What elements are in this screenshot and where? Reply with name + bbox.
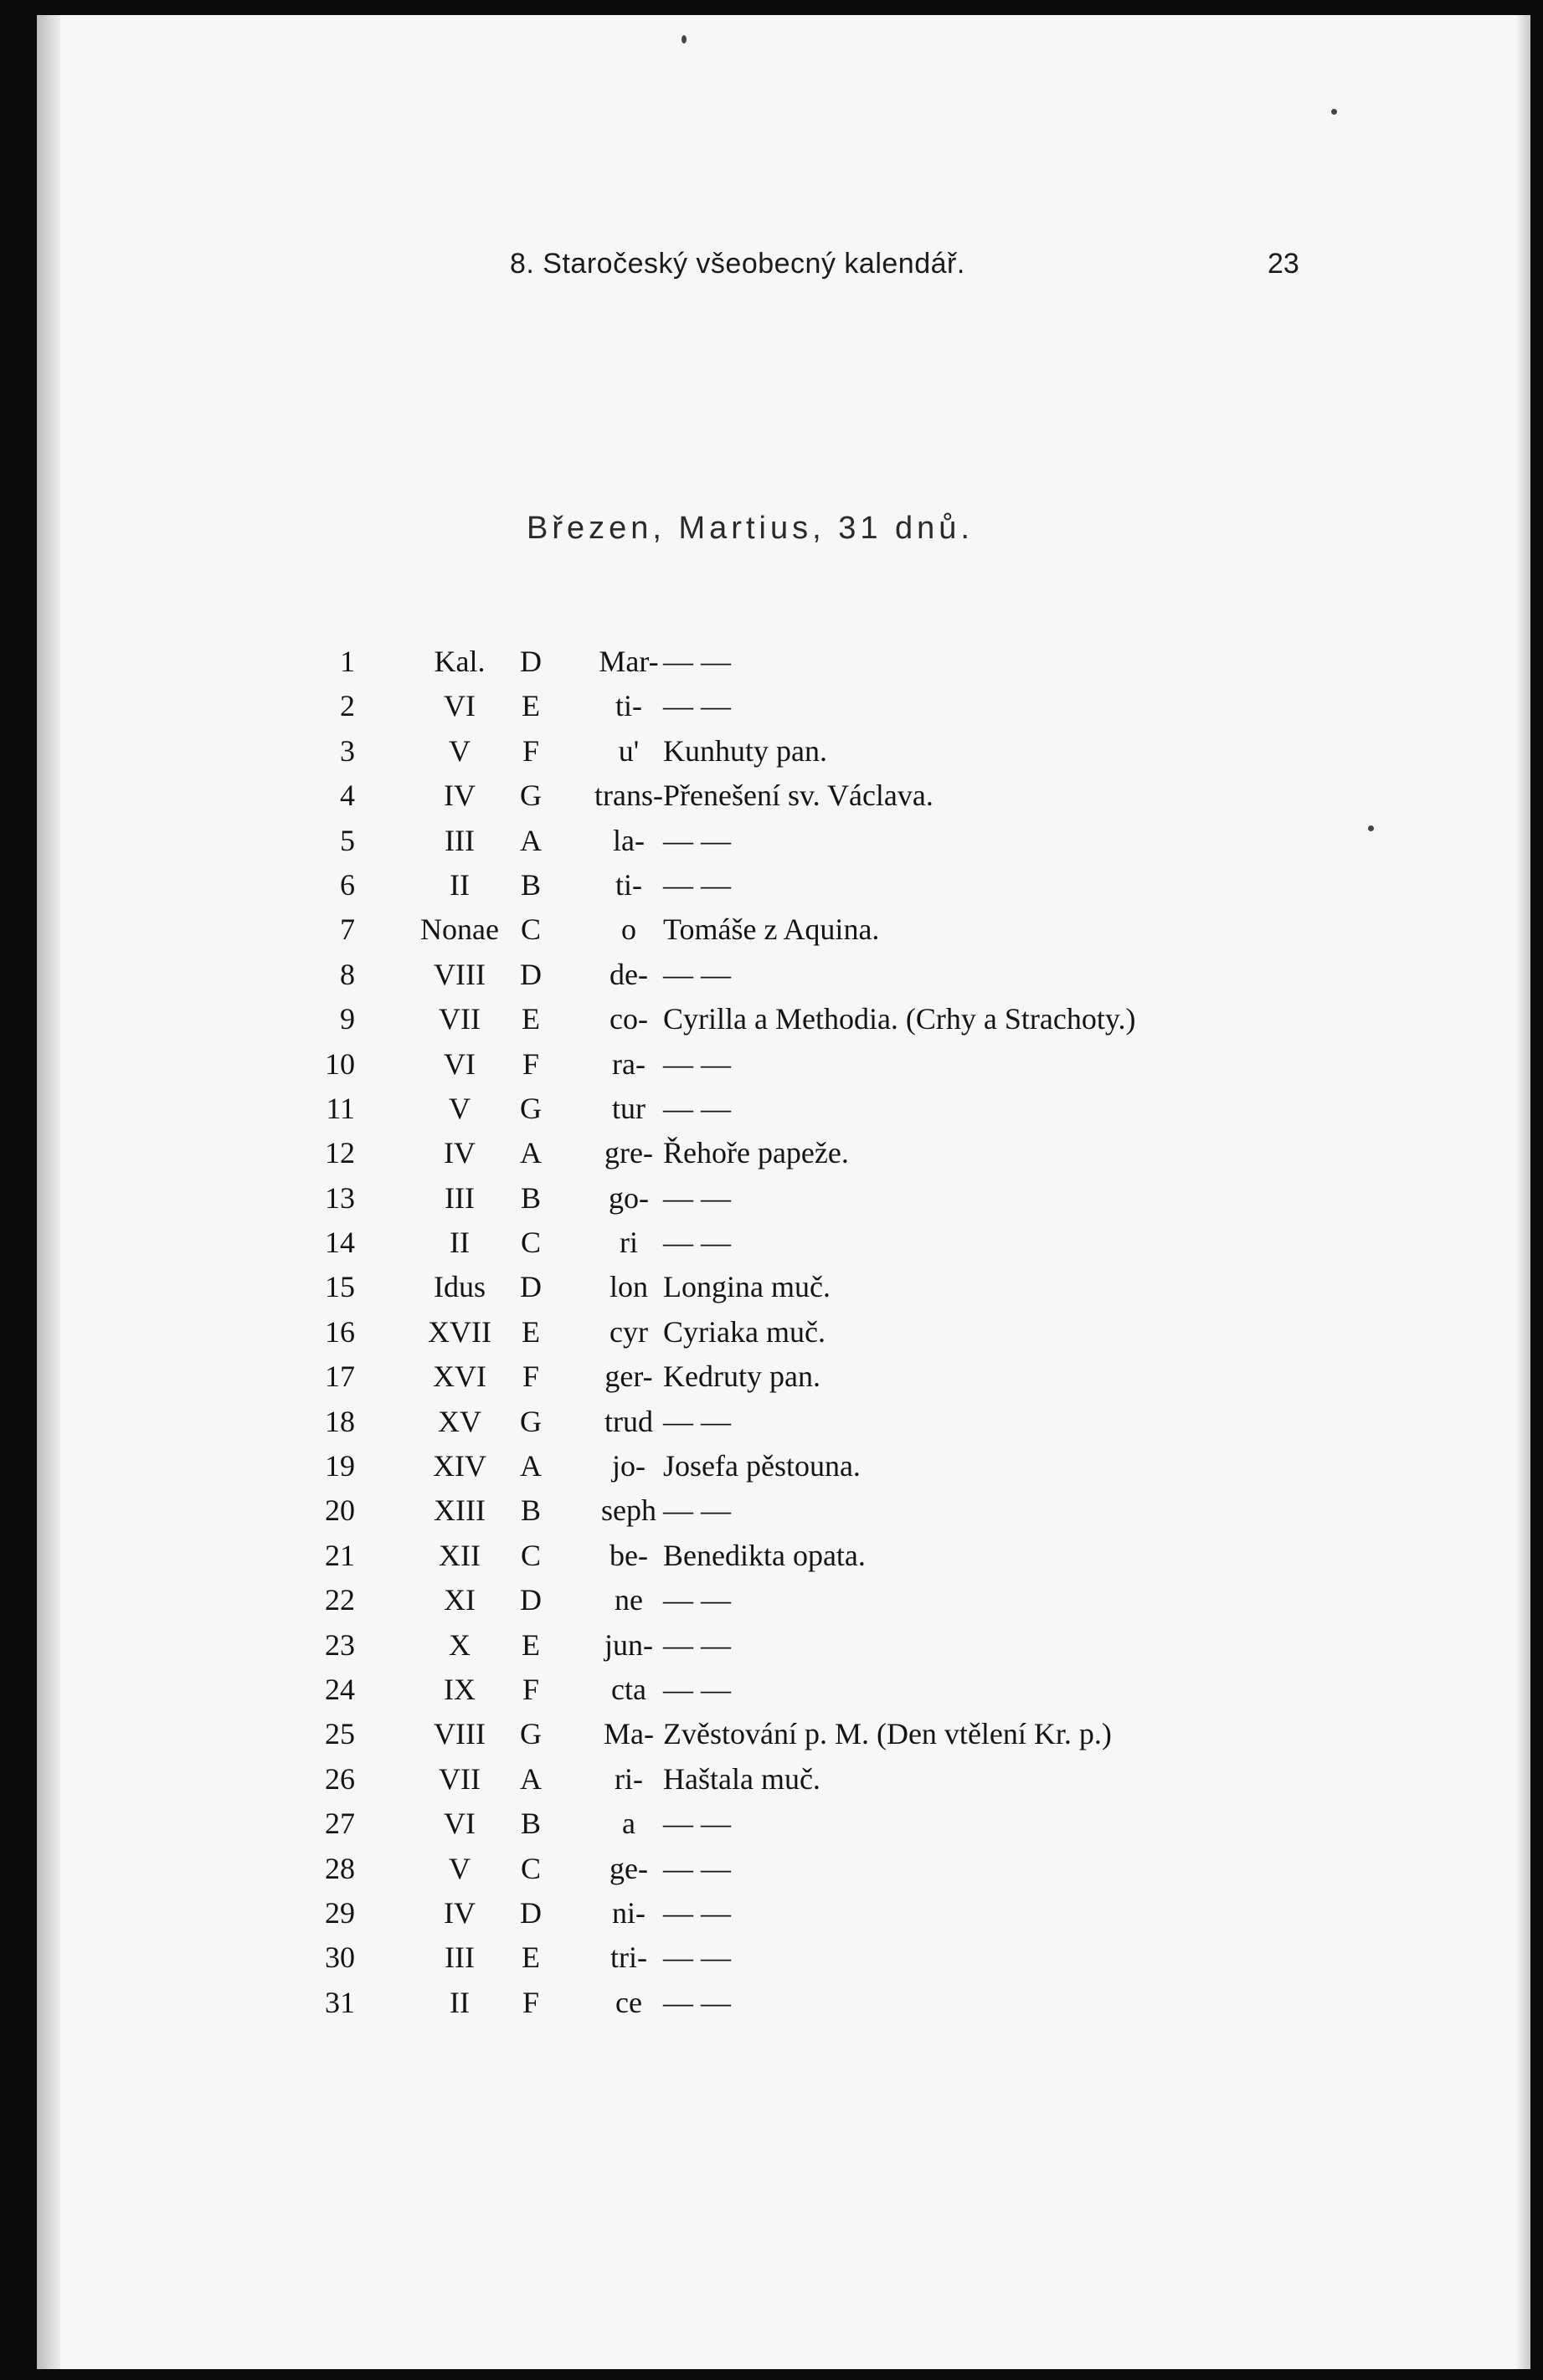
roman-date: XIII: [434, 1493, 486, 1528]
day-number: 2: [340, 689, 355, 723]
day-number: 19: [325, 1449, 355, 1483]
dominical-letter: B: [520, 1180, 541, 1215]
cisiojanus-syllable: a: [622, 1807, 635, 1841]
roman-date: VII: [439, 1761, 481, 1796]
dominical-letter: C: [520, 1226, 541, 1260]
dominical-letter: E: [522, 1627, 540, 1662]
table-row: [37, 1668, 1530, 1712]
table-row: [37, 1444, 1530, 1488]
table-row: [37, 1891, 1530, 1935]
cisiojanus-syllable: ne: [615, 1583, 643, 1617]
saint-name: — —: [663, 1807, 731, 1841]
saint-name: Řehoře papeže.: [663, 1136, 849, 1170]
day-number: 5: [340, 823, 355, 857]
cisiojanus-syllable: seph: [601, 1493, 656, 1528]
cisiojanus-syllable: jo-: [612, 1449, 645, 1483]
roman-date: VIII: [434, 957, 486, 991]
dominical-letter: F: [522, 1046, 540, 1081]
dominical-letter: A: [520, 1761, 542, 1796]
dominical-letter: A: [520, 823, 542, 857]
roman-date: IV: [444, 779, 476, 813]
day-number: 21: [325, 1538, 355, 1572]
table-row: [37, 684, 1530, 728]
cisiojanus-syllable: cyr: [609, 1314, 648, 1349]
roman-date: III: [445, 823, 475, 857]
roman-date: VII: [439, 1002, 481, 1036]
table-row: [37, 1802, 1530, 1846]
roman-date: XVII: [428, 1314, 491, 1349]
day-number: 11: [326, 1091, 355, 1125]
day-number: 25: [325, 1717, 355, 1751]
day-number: 24: [325, 1672, 355, 1706]
saint-name: Josefa pěstouna.: [663, 1449, 861, 1483]
roman-date: V: [449, 1091, 471, 1125]
dominical-letter: C: [520, 1538, 541, 1572]
table-row: [37, 1087, 1530, 1131]
table-row: [37, 1935, 1530, 1980]
day-number: 4: [340, 779, 355, 813]
day-number: 29: [325, 1895, 355, 1930]
roman-date: V: [449, 733, 471, 768]
saint-name: Benedikta opata.: [663, 1538, 866, 1572]
cisiojanus-syllable: ni-: [612, 1895, 645, 1930]
roman-date: Idus: [434, 1270, 486, 1304]
roman-date: VI: [444, 1046, 476, 1081]
table-row: [37, 863, 1530, 907]
table-row: [37, 1757, 1530, 1802]
day-number: 9: [340, 1002, 355, 1036]
saint-name: — —: [663, 1180, 731, 1215]
dominical-letter: G: [520, 1091, 542, 1125]
dominical-letter: B: [520, 1807, 541, 1841]
day-number: 30: [325, 1940, 355, 1975]
day-number: 7: [340, 912, 355, 947]
roman-date: V: [449, 1851, 471, 1885]
dominical-letter: C: [520, 1851, 541, 1885]
saint-name: Tomáše z Aquina.: [663, 912, 880, 947]
cisiojanus-syllable: be-: [609, 1538, 648, 1572]
day-number: 1: [340, 645, 355, 678]
dominical-letter: D: [520, 1583, 542, 1617]
saint-name: Cyrilla a Methodia. (Crhy a Strachoty.): [663, 1002, 1136, 1036]
table-row: [37, 1310, 1530, 1354]
cisiojanus-syllable: lon: [609, 1270, 648, 1304]
saint-name: — —: [663, 1851, 731, 1885]
table-row: [37, 819, 1530, 863]
day-number: 26: [325, 1761, 355, 1796]
saint-name: — —: [663, 1895, 731, 1930]
cisiojanus-syllable: o: [621, 912, 636, 947]
dominical-letter: G: [520, 1717, 542, 1751]
roman-date: Nonae: [420, 912, 499, 947]
roman-date: XII: [439, 1538, 481, 1572]
saint-name: — —: [663, 1940, 731, 1975]
roman-date: XVI: [433, 1360, 486, 1394]
roman-date: VI: [444, 689, 476, 723]
saint-name: — —: [663, 1627, 731, 1662]
table-row: [37, 640, 1530, 684]
dominical-letter: G: [520, 779, 542, 813]
cisiojanus-syllable: co-: [609, 1002, 648, 1036]
day-number: 20: [325, 1493, 355, 1528]
roman-date: IX: [444, 1672, 476, 1706]
saint-name: — —: [663, 1583, 731, 1617]
roman-date: IV: [444, 1136, 476, 1170]
day-number: 18: [325, 1404, 355, 1438]
day-number: 13: [325, 1180, 355, 1215]
dominical-letter: B: [520, 1493, 541, 1528]
table-row: [37, 953, 1530, 997]
saint-name: Longina muč.: [663, 1270, 831, 1304]
table-row: [37, 1712, 1530, 1756]
dominical-letter: E: [522, 1314, 540, 1349]
month-title: Březen, Martius, 31 dnů.: [527, 511, 974, 546]
day-number: 31: [325, 1985, 355, 2019]
running-title: 8. Staročeský všeobecný kalendář.: [510, 248, 965, 280]
table-row: [37, 1400, 1530, 1444]
cisiojanus-syllable: gre-: [604, 1136, 653, 1170]
roman-date: VI: [444, 1807, 476, 1841]
saint-name: — —: [663, 1493, 731, 1528]
roman-date: III: [445, 1180, 475, 1215]
saint-name: Zvěstování p. M. (Den vtělení Kr. p.): [663, 1717, 1112, 1751]
cisiojanus-syllable: ti-: [615, 689, 642, 723]
table-row: [37, 1623, 1530, 1668]
saint-name: — —: [663, 1985, 731, 2019]
saint-name: — —: [663, 1672, 731, 1706]
day-number: 15: [325, 1270, 355, 1304]
saint-name: — —: [663, 1046, 731, 1081]
saint-name: — —: [663, 867, 731, 902]
table-row: [37, 1042, 1530, 1087]
table-row: [37, 1534, 1530, 1578]
cisiojanus-syllable: tri-: [610, 1940, 647, 1975]
day-number: 22: [325, 1583, 355, 1617]
roman-date: IV: [444, 1895, 476, 1930]
table-row: [37, 1221, 1530, 1265]
day-number: 23: [325, 1627, 355, 1662]
saint-name: Kunhuty pan.: [663, 733, 827, 768]
saint-name: — —: [663, 1404, 731, 1438]
day-number: 6: [340, 867, 355, 902]
dominical-letter: F: [522, 733, 540, 768]
dominical-letter: B: [520, 867, 541, 902]
cisiojanus-syllable: u': [618, 733, 640, 768]
dominical-letter: D: [520, 957, 542, 991]
cisiojanus-syllable: cta: [611, 1672, 646, 1706]
table-row: [37, 1131, 1530, 1175]
table-row: [37, 1847, 1530, 1891]
dominical-letter: E: [522, 1940, 540, 1975]
day-number: 28: [325, 1851, 355, 1885]
saint-name: Kedruty pan.: [663, 1360, 820, 1394]
table-row: [37, 1578, 1530, 1622]
table-row: [37, 1354, 1530, 1399]
roman-date: XV: [438, 1404, 481, 1438]
day-number: 27: [325, 1807, 355, 1841]
roman-date: X: [449, 1627, 471, 1662]
dominical-letter: D: [520, 645, 542, 678]
day-number: 8: [340, 957, 355, 991]
cisiojanus-syllable: Mar-: [599, 645, 659, 678]
table-row: [37, 1981, 1530, 2025]
table-row: [37, 997, 1530, 1041]
calendar-table: [37, 640, 1530, 2025]
table-row: [37, 1488, 1530, 1533]
roman-date: VIII: [434, 1717, 486, 1751]
roman-date: Kal.: [434, 645, 486, 678]
day-number: 12: [325, 1136, 355, 1170]
roman-date: II: [450, 867, 470, 902]
roman-date: XI: [444, 1583, 476, 1617]
cisiojanus-syllable: ri-: [615, 1761, 643, 1796]
dominical-letter: F: [522, 1985, 540, 2019]
saint-name: — —: [663, 823, 731, 857]
saint-name: Cyriaka muč.: [663, 1314, 826, 1349]
day-number: 17: [325, 1360, 355, 1394]
cisiojanus-syllable: go-: [609, 1180, 649, 1215]
saint-name: — —: [663, 1226, 731, 1260]
cisiojanus-syllable: ra-: [612, 1046, 645, 1081]
ink-speck: [681, 35, 687, 44]
table-row: [37, 774, 1530, 818]
dominical-letter: F: [522, 1672, 540, 1706]
dominical-letter: E: [522, 689, 540, 723]
day-number: 14: [325, 1226, 355, 1260]
cisiojanus-syllable: ger-: [604, 1360, 653, 1394]
day-number: 10: [325, 1046, 355, 1081]
roman-date: II: [450, 1226, 470, 1260]
ink-speck: [1331, 109, 1337, 115]
saint-name: — —: [663, 645, 731, 678]
dominical-letter: E: [522, 1002, 540, 1036]
cisiojanus-syllable: de-: [609, 957, 648, 991]
saint-name: Přenešení sv. Václava.: [663, 779, 934, 813]
cisiojanus-syllable: ri: [620, 1226, 638, 1260]
table-row: [37, 729, 1530, 774]
day-number: 3: [340, 733, 355, 768]
cisiojanus-syllable: Ma-: [604, 1717, 654, 1751]
dominical-letter: G: [520, 1404, 542, 1438]
cisiojanus-syllable: trans-: [594, 779, 663, 813]
cisiojanus-syllable: ti-: [615, 867, 642, 902]
page-number: 23: [1268, 248, 1299, 280]
cisiojanus-syllable: tur: [612, 1091, 645, 1125]
dominical-letter: D: [520, 1895, 542, 1930]
dominical-letter: A: [520, 1136, 542, 1170]
dominical-letter: A: [520, 1449, 542, 1483]
cisiojanus-syllable: la-: [613, 823, 645, 857]
dominical-letter: C: [520, 912, 541, 947]
table-row: [37, 907, 1530, 952]
roman-date: XIV: [433, 1449, 486, 1483]
saint-name: — —: [663, 689, 731, 723]
table-row: [37, 1176, 1530, 1221]
dominical-letter: F: [522, 1360, 540, 1394]
cisiojanus-syllable: jun-: [604, 1627, 653, 1662]
saint-name: — —: [663, 1091, 731, 1125]
scanned-page: [37, 15, 1530, 2369]
dominical-letter: D: [520, 1270, 542, 1304]
cisiojanus-syllable: ge-: [609, 1851, 648, 1885]
saint-name: Haštala muč.: [663, 1761, 820, 1796]
roman-date: II: [450, 1985, 470, 2019]
roman-date: III: [445, 1940, 475, 1975]
cisiojanus-syllable: ce: [615, 1985, 642, 2019]
saint-name: — —: [663, 957, 731, 991]
day-number: 16: [325, 1314, 355, 1349]
cisiojanus-syllable: trud: [604, 1404, 653, 1438]
table-row: [37, 1265, 1530, 1309]
